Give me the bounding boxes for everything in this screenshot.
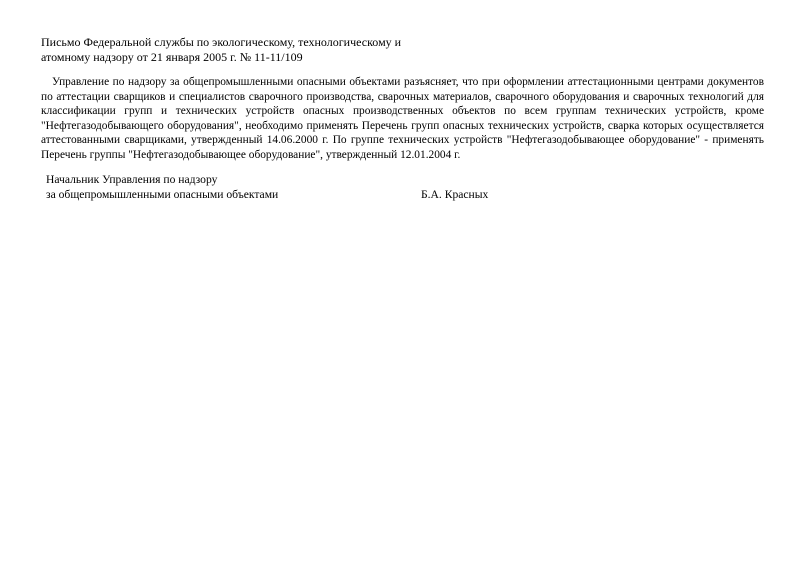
document-title <box>41 35 461 65</box>
signatory-position-line-2: за общепромышленными опасными объектами <box>46 188 279 201</box>
signature-row <box>46 187 506 202</box>
signatory-name: Б.А. Красных <box>421 188 489 201</box>
signature-block <box>46 172 506 202</box>
document-body: Управление по надзору за общепромышленными опасными объектами разъясняет, что при оформлении аттестационными центрами документов по аттестации сварщиков и специалистов сварочного производства, сварочных материалов, сварочного оборудования и сварочных технологий для классификации групп и технических устройств опасных производственных объектов по всем группам технических устройств, кроме "Нефтегазодобывающего оборудования", необходимо применять Перечень групп опасных технических устройств, сварка которых осуществляется аттестованными сварщиками, утвержденный 14.06.2000 г. По группе технических устройств "Нефтегазодобывающее оборудование" - применять Перечень группы "Нефтегазодобывающее оборудование", утвержденный 12.01.2004 г. <box>41 76 764 161</box>
title-line-1: Письмо Федеральной службы по экологическому, технологическому и <box>41 35 402 49</box>
title-line-2: атомному надзору от 21 января 2005 г. № 11-11/109 <box>41 50 303 64</box>
signatory-position-line-1: Начальник Управления по надзору <box>46 173 218 186</box>
